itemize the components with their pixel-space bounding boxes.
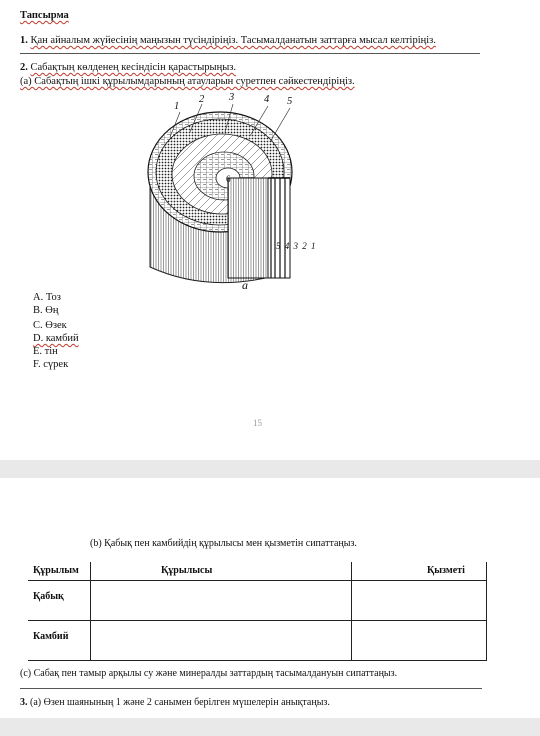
figure-caption: а [242,278,248,292]
question-3-number: 3. [20,697,28,708]
question-1-text: Қан айналым жүйесінің маңызын түсіндіріңіз. Тасымалданатын заттарға мысал келтіріңіз. [30,35,436,46]
table-cell[interactable] [352,580,487,620]
question-3-text: (а) Өзен шаянының 1 және 2 санымен берілген мүшелерін анықтаңыз. [30,697,330,708]
table-row [28,580,487,620]
option-a: A. Тоз [33,292,61,303]
stem-cross-section-figure [140,92,340,292]
table-header-row [28,562,487,580]
table-row-label: Камбий [28,620,91,660]
question-2 [20,62,236,73]
question-3 [20,697,330,708]
table-header-structure: Құрылым [28,562,91,580]
table-row-label: Қабық [28,580,91,620]
figure-label-2: 2 [199,94,205,105]
figure-label-4: 4 [264,94,270,105]
option-d: D. камбий [33,333,79,344]
option-f: F. сүрек [33,359,69,370]
figure-label-5: 5 [287,96,293,107]
question-b-text: (b) Қабық пен камбийдің құрылысы мен қызметін сипаттаңыз. [90,538,357,549]
question-c-text: (с) Сабақ пен тамыр арқылы су және минералды заттардың тасымалдануын сипаттаңыз. [20,668,398,679]
divider [20,53,480,54]
task-heading: Тапсырма [20,10,69,21]
table-cell[interactable] [91,580,352,620]
question-1 [20,35,436,46]
structure-table [28,562,487,661]
divider [20,688,482,689]
page-number: 15 [253,418,262,428]
question-2-number: 2. [20,62,28,73]
table-header-function: Қызметі [352,562,487,580]
table-cell[interactable] [91,620,352,660]
table-cell[interactable] [352,620,487,660]
figure-label-6: 6 [226,174,231,184]
table-header-build: Құрылысы [91,562,352,580]
question-1-number: 1. [20,35,28,46]
option-c: C. Өзек [33,320,67,331]
option-e: E. тін [33,346,58,357]
table-row [28,620,487,660]
question-2a-text: (а) Сабақтың ішкі құрылымдарының атауларын суретпен сәйкестендіріңіз. [20,76,355,87]
option-b: B. Өң [33,305,59,316]
question-2-text: Сабақтың көлденең кесіндісін қарастырыңыз. [30,62,237,73]
document-page-2 [0,478,540,718]
figure-right-labels: 5 4 3 2 1 [276,241,317,251]
figure-label-3: 3 [229,92,235,103]
figure-label-1: 1 [174,101,180,112]
